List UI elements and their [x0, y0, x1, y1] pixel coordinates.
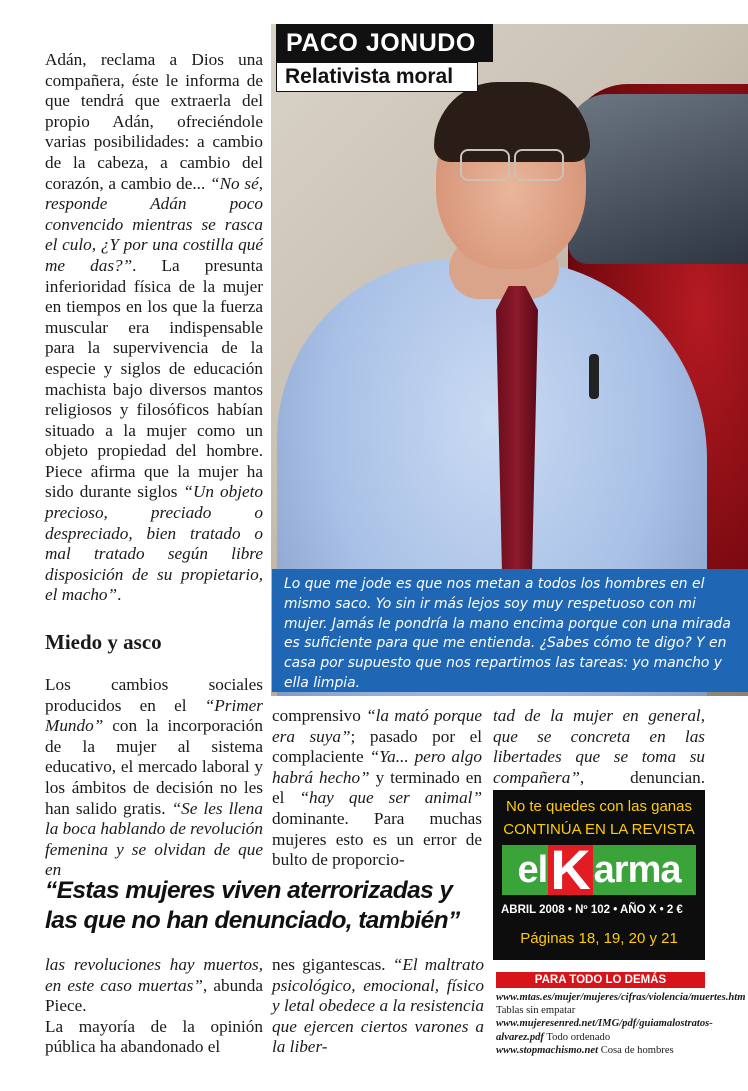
left-column-text: [45, 50, 263, 606]
text-run: ; pasado por el complaciente: [272, 726, 482, 767]
section-heading: Miedo y asco: [45, 630, 162, 654]
pen-icon: [589, 354, 599, 399]
text-run: .: [117, 585, 122, 605]
link-item[interactable]: [496, 1017, 713, 1043]
text-run: con la incorporación de la mujer al sistema educativo, el mercado laboral y los ámbitos de decisión no les han salido gratis.: [45, 716, 263, 818]
quote-box: Lo que me jode es que nos metan a todos los hombres en el mismo saco. Yo sin ir más lejos soy muy respetuoso con mi mujer. Jamás le pondría la mano encima porque con una mirada es suficiente para que me entienda. ¿Sabes cómo te digo? Y en casa por supuesto que nos repartimos las tareas: yo mancho y ella limpia.: [272, 569, 748, 692]
quote-run: “Primer Mundo”: [45, 695, 263, 736]
pull-quote: “Estas mujeres viven aterrorizadas y las que no han denunciado, también”: [45, 877, 460, 934]
text-run: Los cambios sociales producidos en el: [45, 675, 263, 715]
quote-run: “Se les llena la boca hablando de revolución femenina y se olvidan de que en: [45, 798, 263, 880]
link-url[interactable]: www.mtas.es/mujer/mujeres/cifras/violencia/muertes.htm: [496, 992, 746, 1003]
text-run: , abunda Piece.: [45, 975, 264, 1016]
quote-run: las revoluciones hay muertos, en este caso muertas”: [45, 955, 263, 995]
tie-shape: [496, 286, 538, 586]
logo-k: K: [550, 838, 591, 901]
quote-run: “Un objeto precioso, preciado o despreciado, bien tratado o mal tratado según libre disposición de su propietario, el macho”: [45, 482, 263, 605]
glasses-icon: [456, 149, 566, 179]
link-desc: Todo ordenado: [543, 1031, 611, 1043]
links-header: PARA TODO LO DEMÁS: [496, 972, 705, 988]
quote-run: “Ya... pero algo habrá hecho”: [272, 747, 482, 787]
middle-column-text: [272, 706, 482, 871]
quote-run: “El maltrato psicológico, emocional, físico y letal obedece a la resistencia que ejercen ciertos varones a la liber-: [272, 955, 484, 1057]
link-desc: Tablas sin empatar: [496, 1005, 576, 1017]
bottom-left-text: [45, 955, 263, 1058]
text-run: comprensivo: [272, 706, 367, 725]
elkarma-logo: [502, 838, 696, 901]
bottom-mid-text: [272, 955, 484, 1058]
text-run: . La presunta inferioridad física de la mujer en tiempos en los que la fuerza muscular era indispensable para la supervivencia de la especie y siglos de educación machista bajo diversos mantos religiosos y filosóficos habían situado a la mujer como un objeto propiedad del hombre. Piece afirma que la mujer ha sido durante siglos: [45, 255, 263, 502]
quote-run: “hay que ser animal”: [299, 788, 483, 808]
links-list: [496, 991, 746, 1057]
magazine-ad[interactable]: [493, 790, 705, 960]
ad-pages: Páginas 18, 19, 20 y 21: [520, 930, 678, 947]
link-url[interactable]: www.stopmachismo.net: [496, 1044, 599, 1056]
text-run: , denuncian.: [579, 767, 705, 787]
ad-tagline: No te quedes con las ganas: [506, 798, 692, 815]
name-title: PACO JONUDO: [276, 24, 493, 62]
link-item[interactable]: [496, 991, 746, 1017]
quote-run: tad de la mujer en general, que se concreta en las libertades que se toma su compañera”: [493, 706, 705, 787]
paragraph: La mayoría de la opinión pública ha abandonado el: [45, 1016, 263, 1057]
text-run: y terminado en el: [272, 767, 482, 808]
quote-run: “No sé, responde Adán poco convencido mientras se rasca el culo, ¿Y por una costilla qué me das?”: [45, 173, 263, 275]
quote-run: “la mató porque era suya”: [272, 706, 482, 746]
name-subtitle: Relativista moral: [276, 62, 478, 92]
text-run: dominante. Para muchas mujeres esto es un error de bulto de proporcio-: [272, 808, 482, 870]
ad-continue: CONTINÚA EN LA REVISTA: [503, 821, 695, 838]
logo-el: el: [517, 848, 548, 891]
link-url[interactable]: www.mujeresenred.net/IMG/pdf/guiamalostratos-alvarez.pdf: [496, 1018, 713, 1043]
link-item[interactable]: [496, 1044, 708, 1057]
right-column-text: [493, 706, 705, 788]
issue-info: ABRIL 2008 • Nº 102 • AÑO X • 2 €: [501, 904, 683, 916]
logo-arma: arma: [593, 848, 681, 891]
text-run: Adán, reclama a Dios una compañera, éste le informa de que tendrá que extraerla del propio Adán, ofreciéndole varias posibilidades: a cambio de la cabeza, a cambio del corazón, a cambio de...: [45, 50, 263, 193]
left-column-text-2: [45, 675, 263, 881]
text-run: nes gigantescas.: [272, 955, 393, 974]
link-desc: Cosa de hombres: [598, 1044, 674, 1056]
